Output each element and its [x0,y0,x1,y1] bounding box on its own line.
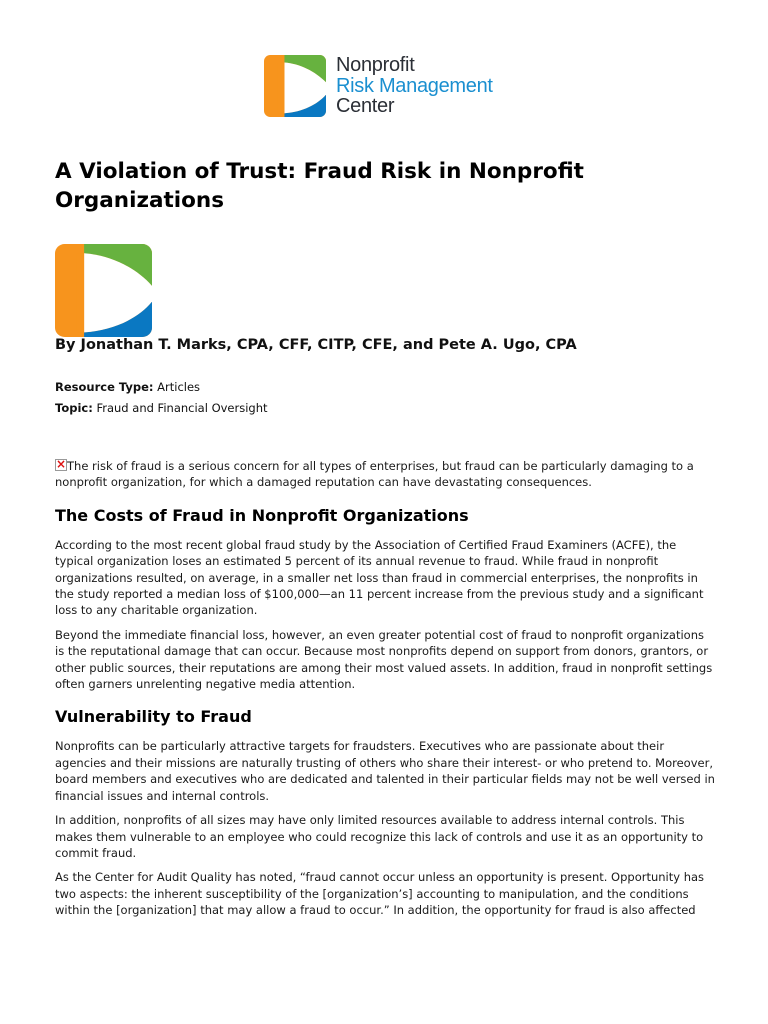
resource-type [55,380,200,394]
topic-value[interactable]: Fraud and Financial Oversight [96,401,268,415]
nprc-article-logo-icon [55,244,152,337]
article-title: A Violation of Trust: Fraud Risk in Nonprofit Organizations [55,159,584,213]
logo-line-3: Center [336,95,395,118]
resource-type-label: Resource Type: [55,380,154,394]
paragraph: Beyond the immediate financial loss, however, an even greater potential cost of fraud to nonprofit organizations is the reputational damage that can occur. Because most nonprofits depend on support from donors, grantors, or other public sources, their reputations are among their most valued assets. In addition, fraud in nonprofit settings often garners unrelenting negative media attention. [55,627,713,692]
paragraph: According to the most recent global fraud study by the Association of Certified Fraud Examiners (ACFE), the typical organization loses an estimated 5 percent of its annual revenue to fraud. While fraud in nonprofit organizations resulted, on average, in a smaller net loss than fraud in commercial enterprises, the nonprofits in the study reported a median loss of $100,000—an 11 percent increase from the previous study and a significant loss to any charitable organization. [55,537,704,618]
brand-logo[interactable] [263,55,493,117]
resource-type-value[interactable]: Articles [157,380,201,394]
topic-label: Topic: [55,401,93,415]
logo-wordmark [336,55,493,117]
intro-text: The risk of fraud is a serious concern for all types of enterprises, but fraud can be particularly damaging to a nonprofit organization, for which a damaged reputation can have devastating consequences. [55,459,694,490]
article-byline: By Jonathan T. Marks, CPA, CFF, CITP, CFE, and Pete A. Ugo, CPA [55,337,577,353]
paragraph: As the Center for Audit Quality has noted, “fraud cannot occur unless an opportunity is present. Opportunity has two aspects: the inherent susceptibility of the [organization’s] accounting to manipulation, and the conditions within the [organization] that may allow a fraud to occur.” In addition, the opportunity for fraud is also affected [55,870,705,918]
broken-image-icon [55,459,67,471]
nprc-logo-mark-icon [263,55,327,117]
section-heading-vulnerability: Vulnerability to Fraud [55,707,252,727]
topic [55,401,268,415]
paragraph: Nonprofits can be particularly attractive targets for fraudsters. Executives who are passionate about their agencies and their missions are naturally trusting of others who share their interest- or who pretend to. Moreover, board members and executives who are dedicated and talented in their particular fields may not be well versed in financial issues and internal controls. [55,739,715,803]
article-body [55,458,715,927]
paragraph: In addition, nonprofits of all sizes may have only limited resources available to address internal controls. This makes them vulnerable to an employee who could recognize this lack of controls and use it as an opportunity to commit fraud. [55,813,704,860]
section-heading-costs: The Costs of Fraud in Nonprofit Organizations [55,505,469,525]
logo-line-2: Risk Management [336,74,493,97]
logo-line-1: Nonprofit [336,54,415,77]
intro-paragraph [55,458,715,491]
